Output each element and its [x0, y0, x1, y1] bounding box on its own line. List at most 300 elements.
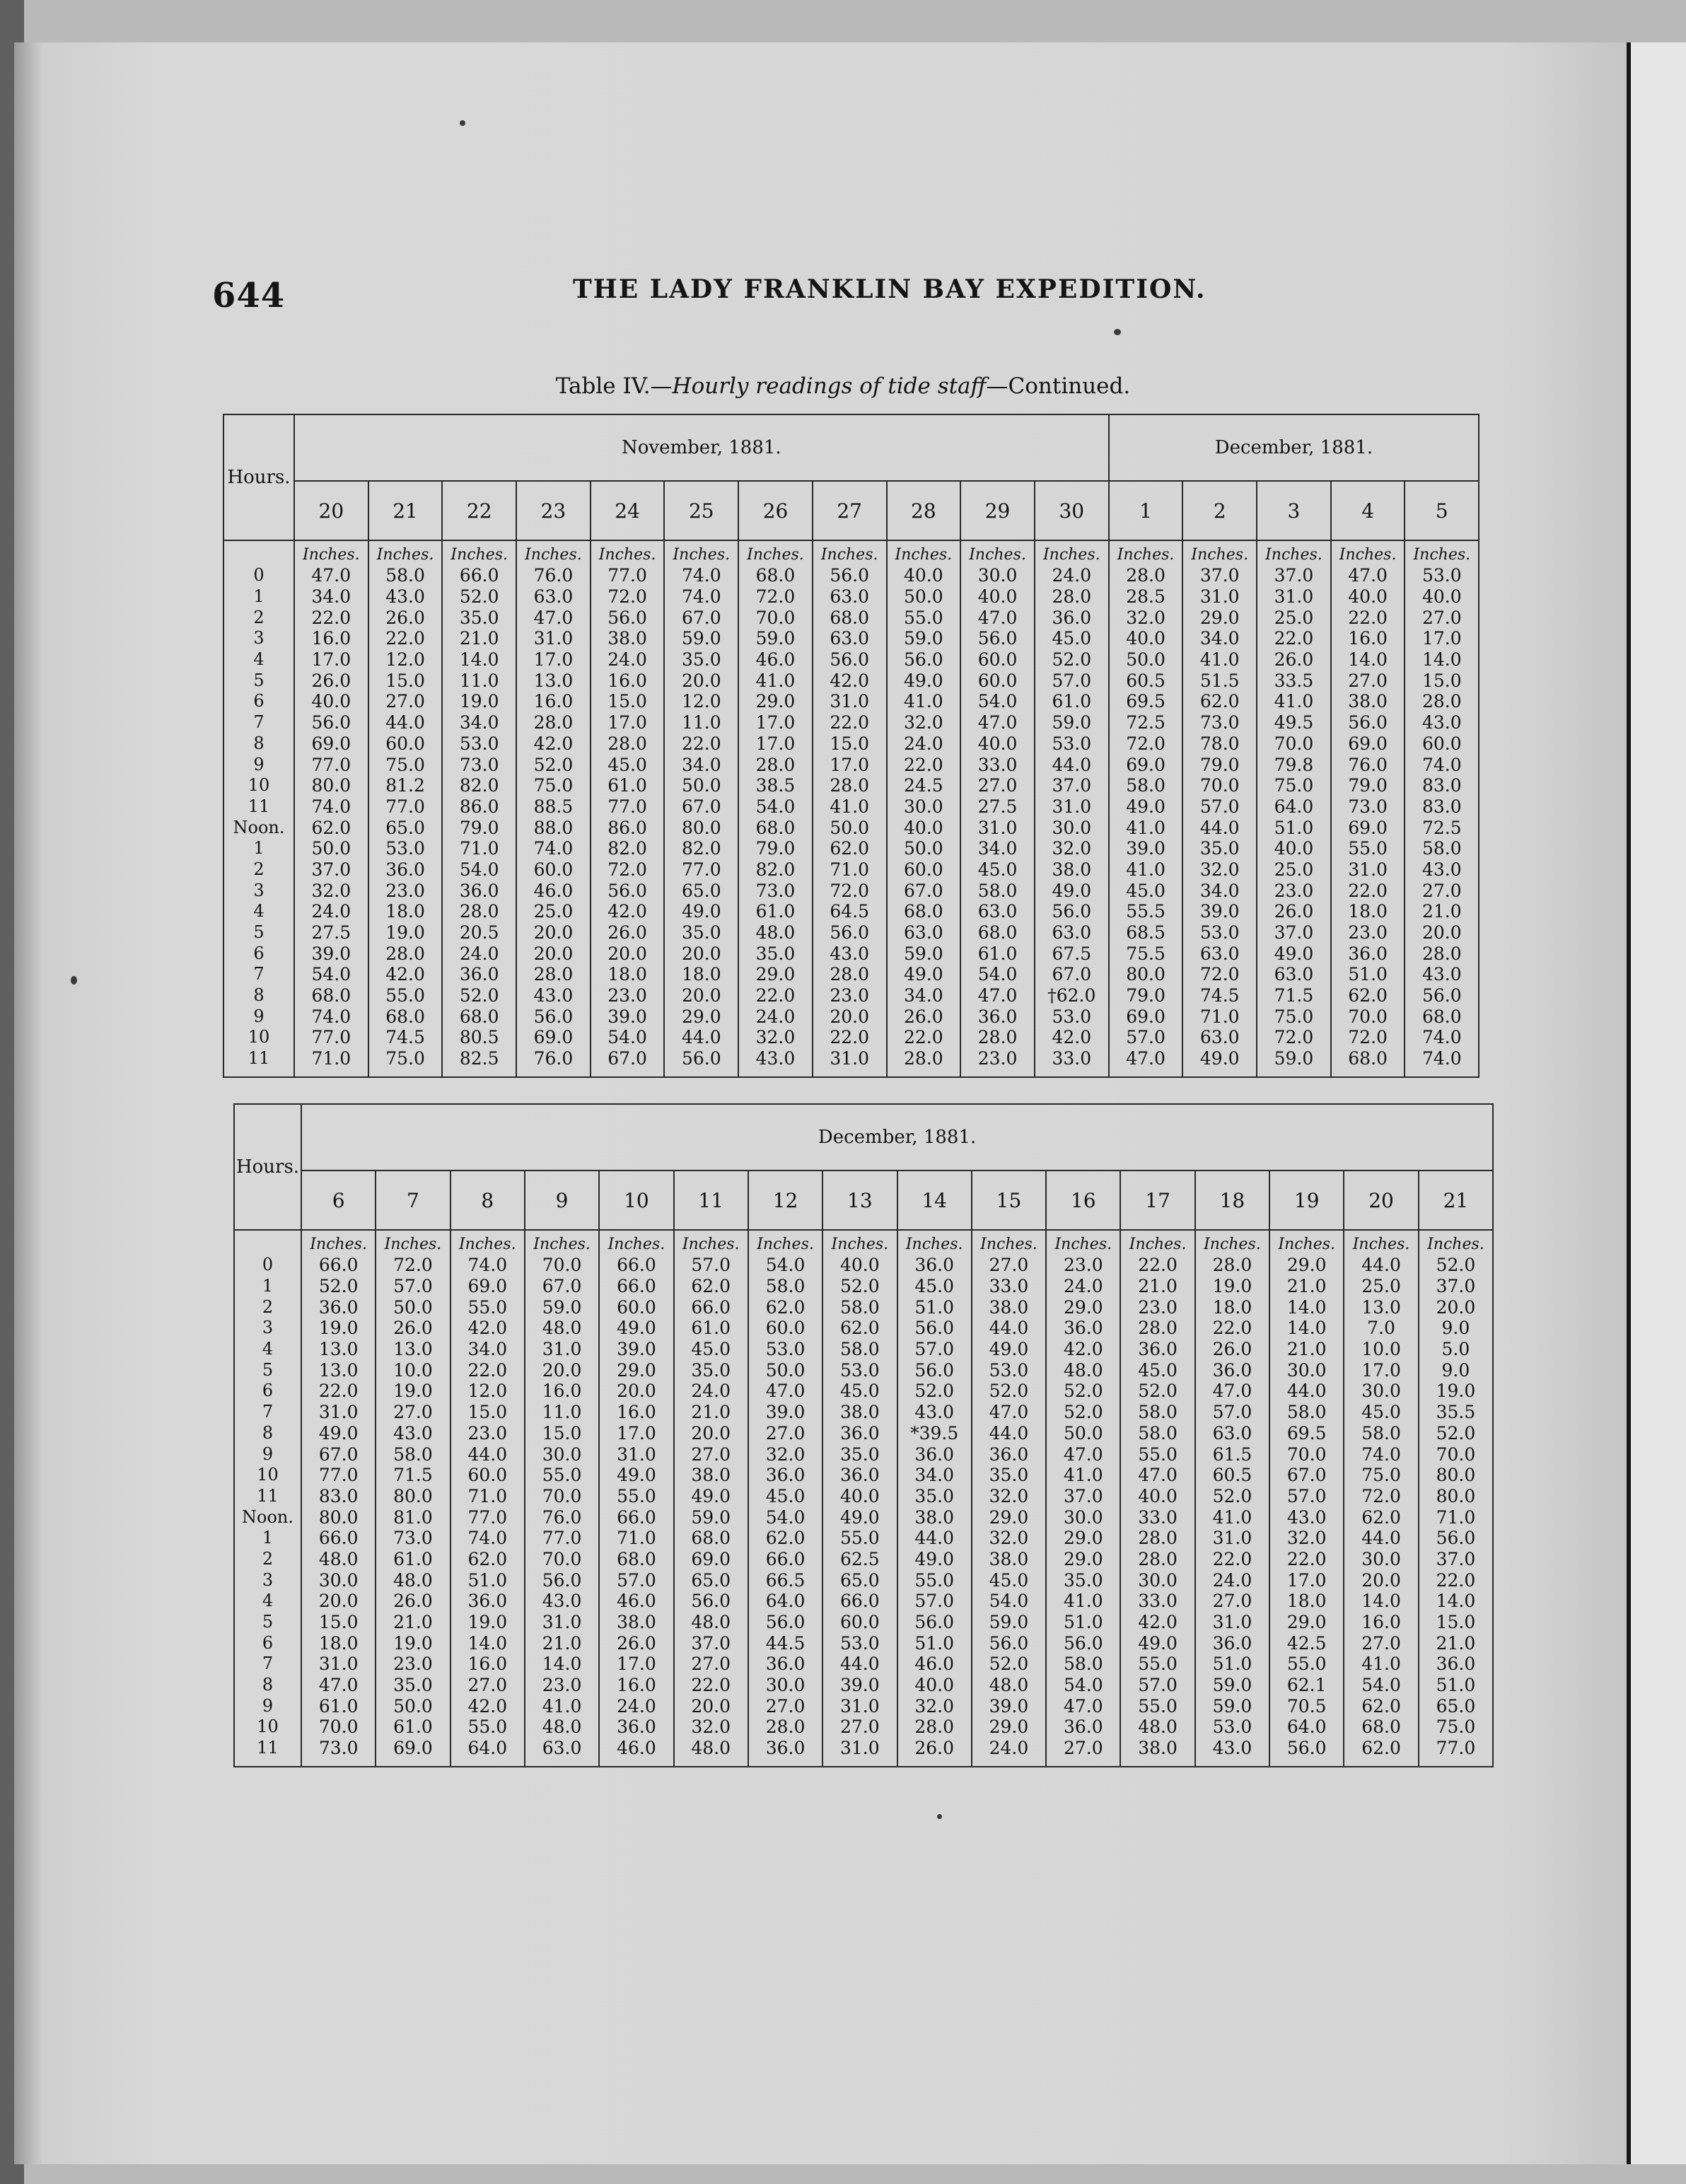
- unit-label: Inches.: [1344, 1230, 1418, 1255]
- reading-cell: 45.0: [674, 1339, 748, 1360]
- reading-cell: 28.0: [516, 712, 591, 733]
- reading-cell: 53.0: [972, 1359, 1046, 1381]
- reading-cell: 11.0: [525, 1402, 599, 1423]
- reading-cell: 54.0: [960, 691, 1035, 712]
- reading-cell: 68.0: [738, 565, 813, 586]
- reading-cell: 30.0: [887, 796, 961, 818]
- reading-cell: 13.0: [1344, 1296, 1418, 1318]
- hours-cell: [223, 540, 294, 565]
- reading-cell: 56.0: [897, 1359, 972, 1381]
- reading-cell: 20.0: [1405, 922, 1479, 943]
- reading-cell: 30.0: [1035, 817, 1109, 838]
- hour-label: 0: [223, 565, 294, 586]
- day-header: 30: [1035, 481, 1109, 540]
- table-row: [223, 754, 1479, 775]
- reading-cell: 53.0: [822, 1632, 897, 1654]
- reading-cell: 43.0: [813, 943, 887, 964]
- reading-cell: 44.0: [897, 1528, 972, 1549]
- reading-cell: 50.0: [1109, 649, 1183, 670]
- reading-cell: 35.0: [1046, 1569, 1120, 1591]
- reading-cell: 19.0: [376, 1632, 450, 1654]
- reading-cell: 39.0: [599, 1339, 673, 1360]
- reading-cell: 58.0: [748, 1276, 822, 1297]
- reading-cell: 58.0: [376, 1444, 450, 1465]
- hour-label: 1: [223, 586, 294, 608]
- reading-cell: 38.0: [1120, 1738, 1194, 1767]
- reading-cell: 58.0: [822, 1296, 897, 1318]
- reading-cell: 56.0: [813, 565, 887, 586]
- reading-cell: 59.0: [1195, 1695, 1269, 1717]
- reading-cell: 10.0: [376, 1359, 450, 1381]
- reading-cell: 52.0: [1046, 1402, 1120, 1423]
- reading-cell: 36.0: [748, 1654, 822, 1675]
- reading-cell: 66.0: [599, 1276, 673, 1297]
- reading-cell: 31.0: [813, 1048, 887, 1077]
- unit-label: Inches.: [1195, 1230, 1269, 1255]
- reading-cell: 60.0: [599, 1296, 673, 1318]
- reading-cell: 29.0: [664, 1006, 738, 1027]
- reading-cell: 56.0: [525, 1569, 599, 1591]
- reading-cell: 56.0: [1046, 1632, 1120, 1654]
- reading-cell: 24.0: [591, 649, 665, 670]
- day-header: 26: [738, 481, 813, 540]
- reading-cell: 72.0: [813, 880, 887, 901]
- unit-row: [234, 1230, 1493, 1255]
- reading-cell: 79.0: [442, 817, 516, 838]
- reading-cell: 48.0: [525, 1318, 599, 1339]
- reading-cell: 47.0: [960, 607, 1035, 628]
- reading-cell: 35.0: [822, 1444, 897, 1465]
- table-row: [234, 1591, 1493, 1612]
- reading-cell: 70.0: [525, 1255, 599, 1276]
- unit-row: [223, 540, 1479, 565]
- table-row: [234, 1612, 1493, 1633]
- reading-cell: 44.0: [972, 1423, 1046, 1444]
- reading-cell: 14.0: [442, 649, 516, 670]
- reading-cell: 14.0: [1269, 1318, 1344, 1339]
- reading-cell: 28.0: [887, 1048, 961, 1077]
- reading-cell: 28.0: [516, 964, 591, 985]
- reading-cell: 74.0: [450, 1255, 525, 1276]
- reading-cell: 24.5: [887, 775, 961, 796]
- hour-label: 6: [234, 1381, 301, 1402]
- reading-cell: 68.0: [1344, 1717, 1418, 1738]
- reading-cell: 68.0: [1331, 1048, 1405, 1077]
- table-row: [223, 880, 1479, 901]
- reading-cell: 56.0: [897, 1318, 972, 1339]
- reading-cell: 24.0: [1195, 1569, 1269, 1591]
- reading-cell: 72.0: [1182, 964, 1257, 985]
- reading-cell: 62.0: [748, 1528, 822, 1549]
- day-header: 25: [664, 481, 738, 540]
- reading-cell: 45.0: [960, 859, 1035, 881]
- reading-cell: 69.0: [1109, 1006, 1183, 1027]
- reading-cell: 35.0: [376, 1675, 450, 1696]
- reading-cell: 17.0: [813, 754, 887, 775]
- hour-label: 11: [223, 796, 294, 818]
- reading-cell: 67.0: [664, 607, 738, 628]
- table-row: [223, 922, 1479, 943]
- reading-cell: 86.0: [591, 817, 665, 838]
- reading-cell: 36.0: [1046, 1717, 1120, 1738]
- reading-cell: 63.0: [887, 922, 961, 943]
- reading-cell: 37.0: [1419, 1276, 1493, 1297]
- reading-cell: 31.0: [1331, 859, 1405, 881]
- table-row: [223, 775, 1479, 796]
- reading-cell: 65.0: [674, 1569, 748, 1591]
- reading-cell: 68.0: [1405, 1006, 1479, 1027]
- reading-cell: 59.0: [887, 943, 961, 964]
- reading-cell: 50.0: [813, 817, 887, 838]
- reading-cell: 36.0: [822, 1423, 897, 1444]
- reading-cell: 32.0: [738, 1027, 813, 1048]
- reading-cell: 57.0: [1109, 1027, 1183, 1048]
- unit-label: Inches.: [1405, 540, 1479, 565]
- reading-cell: 58.0: [822, 1339, 897, 1360]
- reading-cell: 59.0: [525, 1296, 599, 1318]
- reading-cell: 17.0: [591, 712, 665, 733]
- reading-cell: 47.0: [1046, 1695, 1120, 1717]
- reading-cell: 32.0: [887, 712, 961, 733]
- reading-cell: 28.0: [442, 901, 516, 922]
- reading-cell: 72.0: [1344, 1486, 1418, 1507]
- reading-cell: 47.0: [1046, 1444, 1120, 1465]
- reading-cell: 33.0: [1035, 1048, 1109, 1077]
- reading-cell: 26.0: [1257, 901, 1331, 922]
- day-header: 7: [376, 1171, 450, 1230]
- reading-cell: 29.0: [1046, 1549, 1120, 1570]
- reading-cell: 77.0: [294, 754, 368, 775]
- reading-cell: 66.0: [599, 1506, 673, 1528]
- reading-cell: 42.0: [813, 670, 887, 691]
- reading-cell: 73.0: [301, 1738, 376, 1767]
- reading-cell: 27.5: [960, 796, 1035, 818]
- reading-cell: 57.0: [674, 1255, 748, 1276]
- reading-cell: 72.0: [738, 586, 813, 608]
- reading-cell: 71.0: [1419, 1506, 1493, 1528]
- reading-cell: 83.0: [1405, 775, 1479, 796]
- reading-cell: 56.0: [664, 1048, 738, 1077]
- reading-cell: 45.0: [1109, 880, 1183, 901]
- reading-cell: 32.0: [897, 1695, 972, 1717]
- reading-cell: 56.0: [1405, 985, 1479, 1006]
- reading-cell: 21.0: [525, 1632, 599, 1654]
- reading-cell: 17.0: [599, 1654, 673, 1675]
- reading-cell: 36.0: [1331, 943, 1405, 964]
- table-row: [223, 691, 1479, 712]
- reading-cell: 71.0: [813, 859, 887, 881]
- reading-cell: 20.0: [664, 670, 738, 691]
- reading-cell: 55.0: [368, 985, 443, 1006]
- reading-cell: 22.0: [887, 754, 961, 775]
- reading-cell: 27.0: [1405, 607, 1479, 628]
- reading-cell: 23.0: [1046, 1255, 1120, 1276]
- reading-cell: 41.0: [1344, 1654, 1418, 1675]
- reading-cell: 64.0: [1257, 796, 1331, 818]
- day-header: 21: [1419, 1171, 1493, 1230]
- reading-cell: 53.0: [442, 733, 516, 755]
- page-number: 644: [212, 276, 286, 315]
- reading-cell: 40.0: [294, 691, 368, 712]
- day-header: 13: [822, 1171, 897, 1230]
- table-row: [234, 1276, 1493, 1297]
- reading-cell: 60.0: [960, 649, 1035, 670]
- reading-cell: 71.0: [450, 1486, 525, 1507]
- tide-table-november-december: [223, 414, 1479, 1078]
- reading-cell: 49.5: [1257, 712, 1331, 733]
- reading-cell: 58.0: [960, 880, 1035, 901]
- unit-label: Inches.: [887, 540, 961, 565]
- unit-label: Inches.: [1419, 1230, 1493, 1255]
- reading-cell: 28.0: [738, 754, 813, 775]
- reading-cell: 39.0: [822, 1675, 897, 1696]
- reading-cell: 49.0: [887, 670, 961, 691]
- reading-cell: 27.0: [1195, 1591, 1269, 1612]
- reading-cell: 49.0: [972, 1339, 1046, 1360]
- reading-cell: 14.0: [1269, 1296, 1344, 1318]
- reading-cell: 41.0: [1195, 1506, 1269, 1528]
- reading-cell: 20.0: [516, 922, 591, 943]
- reading-cell: 52.0: [301, 1276, 376, 1297]
- reading-cell: 61.0: [376, 1549, 450, 1570]
- reading-cell: 46.0: [516, 880, 591, 901]
- reading-cell: 49.0: [1109, 796, 1183, 818]
- reading-cell: 71.0: [599, 1528, 673, 1549]
- reading-cell: 34.0: [887, 985, 961, 1006]
- reading-cell: 80.0: [301, 1506, 376, 1528]
- unit-label: Inches.: [376, 1230, 450, 1255]
- reading-cell: 23.0: [450, 1423, 525, 1444]
- reading-cell: 37.0: [1035, 775, 1109, 796]
- reading-cell: 29.0: [972, 1717, 1046, 1738]
- reading-cell: 42.0: [450, 1695, 525, 1717]
- reading-cell: 11.0: [664, 712, 738, 733]
- reading-cell: 29.0: [738, 964, 813, 985]
- reading-cell: 36.0: [368, 859, 443, 881]
- reading-cell: 56.0: [294, 712, 368, 733]
- hour-label: Noon.: [223, 817, 294, 838]
- reading-cell: 16.0: [294, 628, 368, 649]
- reading-cell: 45.0: [1344, 1402, 1418, 1423]
- reading-cell: 23.0: [591, 985, 665, 1006]
- reading-cell: 14.0: [1331, 649, 1405, 670]
- reading-cell: 26.0: [599, 1632, 673, 1654]
- reading-cell: 47.0: [972, 1402, 1046, 1423]
- reading-cell: 80.0: [1419, 1465, 1493, 1486]
- reading-cell: 21.0: [376, 1612, 450, 1633]
- reading-cell: *39.5: [897, 1423, 972, 1444]
- reading-cell: 46.0: [599, 1738, 673, 1767]
- reading-cell: 38.5: [738, 775, 813, 796]
- reading-cell: 31.0: [1257, 586, 1331, 608]
- reading-cell: 52.0: [822, 1276, 897, 1297]
- reading-cell: 49.0: [1257, 943, 1331, 964]
- reading-cell: 86.0: [442, 796, 516, 818]
- reading-cell: 72.0: [1257, 1027, 1331, 1048]
- reading-cell: 43.0: [1405, 712, 1479, 733]
- reading-cell: 15.0: [525, 1423, 599, 1444]
- reading-cell: 55.0: [897, 1569, 972, 1591]
- reading-cell: 22.0: [1195, 1549, 1269, 1570]
- reading-cell: 40.0: [1109, 628, 1183, 649]
- reading-cell: 60.0: [822, 1612, 897, 1633]
- day-header: 21: [368, 481, 443, 540]
- reading-cell: 35.0: [1182, 838, 1257, 859]
- reading-cell: 40.0: [897, 1675, 972, 1696]
- reading-cell: 31.0: [1195, 1612, 1269, 1633]
- reading-cell: 54.0: [442, 859, 516, 881]
- reading-cell: 31.0: [1035, 796, 1109, 818]
- reading-cell: 30.0: [1344, 1549, 1418, 1570]
- reading-cell: 78.0: [1182, 733, 1257, 755]
- reading-cell: 45.0: [822, 1381, 897, 1402]
- reading-cell: 52.0: [1419, 1423, 1493, 1444]
- reading-cell: 48.0: [674, 1612, 748, 1633]
- reading-cell: 43.0: [376, 1423, 450, 1444]
- reading-cell: 70.0: [525, 1549, 599, 1570]
- reading-cell: 20.0: [301, 1591, 376, 1612]
- reading-cell: 62.0: [1331, 985, 1405, 1006]
- reading-cell: 57.0: [1195, 1402, 1269, 1423]
- reading-cell: 42.0: [450, 1318, 525, 1339]
- unit-label: Inches.: [1331, 540, 1405, 565]
- day-header: 19: [1269, 1171, 1344, 1230]
- reading-cell: 68.0: [368, 1006, 443, 1027]
- reading-cell: 80.0: [376, 1486, 450, 1507]
- reading-cell: 57.0: [1120, 1675, 1194, 1696]
- hour-label: 4: [234, 1591, 301, 1612]
- reading-cell: 30.0: [960, 565, 1035, 586]
- hour-label: 5: [234, 1359, 301, 1381]
- reading-cell: 35.0: [897, 1486, 972, 1507]
- reading-cell: 36.0: [822, 1465, 897, 1486]
- reading-cell: 48.0: [525, 1717, 599, 1738]
- unit-label: Inches.: [1120, 1230, 1194, 1255]
- reading-cell: 30.0: [1269, 1359, 1344, 1381]
- reading-cell: 36.0: [1195, 1632, 1269, 1654]
- reading-cell: 47.0: [301, 1675, 376, 1696]
- table-row: [223, 607, 1479, 628]
- reading-cell: 64.0: [748, 1591, 822, 1612]
- reading-cell: 18.0: [1269, 1591, 1344, 1612]
- reading-cell: 22.0: [1257, 628, 1331, 649]
- unit-label: Inches.: [591, 540, 665, 565]
- reading-cell: 73.0: [1182, 712, 1257, 733]
- reading-cell: 61.0: [376, 1717, 450, 1738]
- reading-cell: 45.0: [748, 1486, 822, 1507]
- reading-cell: 70.0: [525, 1486, 599, 1507]
- reading-cell: 19.0: [368, 922, 443, 943]
- reading-cell: 58.0: [1269, 1402, 1344, 1423]
- reading-cell: 16.0: [599, 1675, 673, 1696]
- reading-cell: 68.0: [599, 1549, 673, 1570]
- reading-cell: 52.0: [1120, 1381, 1194, 1402]
- reading-cell: 49.0: [1120, 1632, 1194, 1654]
- ink-spot: [937, 1814, 942, 1819]
- reading-cell: 34.0: [960, 838, 1035, 859]
- table-row: [223, 670, 1479, 691]
- reading-cell: 53.0: [1035, 733, 1109, 755]
- unit-label: Inches.: [1109, 540, 1183, 565]
- reading-cell: 80.5: [442, 1027, 516, 1048]
- reading-cell: 77.0: [525, 1528, 599, 1549]
- reading-cell: 56.0: [1419, 1528, 1493, 1549]
- reading-cell: 29.0: [599, 1359, 673, 1381]
- reading-cell: 21.0: [1269, 1339, 1344, 1360]
- reading-cell: 16.0: [599, 1402, 673, 1423]
- reading-cell: 55.0: [1120, 1444, 1194, 1465]
- hour-label: 7: [223, 964, 294, 985]
- reading-cell: 80.0: [1109, 964, 1183, 985]
- reading-cell: 64.0: [450, 1738, 525, 1767]
- reading-cell: 62.5: [822, 1549, 897, 1570]
- reading-cell: 50.0: [376, 1296, 450, 1318]
- reading-cell: 40.0: [887, 817, 961, 838]
- reading-cell: 39.0: [1182, 901, 1257, 922]
- reading-cell: 44.0: [1344, 1255, 1418, 1276]
- reading-cell: 42.0: [1035, 1027, 1109, 1048]
- reading-cell: 42.0: [516, 733, 591, 755]
- day-header: 5: [1405, 481, 1479, 540]
- reading-cell: 18.0: [301, 1632, 376, 1654]
- reading-cell: 27.0: [450, 1675, 525, 1696]
- reading-cell: 40.0: [1405, 586, 1479, 608]
- reading-cell: 28.0: [813, 775, 887, 796]
- reading-cell: 20.0: [525, 1359, 599, 1381]
- reading-cell: 35.0: [738, 943, 813, 964]
- reading-cell: 36.0: [972, 1444, 1046, 1465]
- reading-cell: 39.0: [748, 1402, 822, 1423]
- reading-cell: 25.0: [1257, 607, 1331, 628]
- reading-cell: 35.0: [664, 922, 738, 943]
- unit-label: Inches.: [1035, 540, 1109, 565]
- reading-cell: 36.0: [748, 1465, 822, 1486]
- reading-cell: 38.0: [1331, 691, 1405, 712]
- reading-cell: 49.0: [887, 964, 961, 985]
- reading-cell: 71.5: [376, 1465, 450, 1486]
- reading-cell: 72.5: [1109, 712, 1183, 733]
- reading-cell: 69.0: [1331, 733, 1405, 755]
- reading-cell: 14.0: [1419, 1591, 1493, 1612]
- reading-cell: 67.0: [525, 1276, 599, 1297]
- reading-cell: 16.0: [516, 691, 591, 712]
- table-row: [223, 943, 1479, 964]
- reading-cell: 19.0: [1195, 1276, 1269, 1297]
- reading-cell: 55.0: [450, 1296, 525, 1318]
- reading-cell: 56.0: [674, 1591, 748, 1612]
- reading-cell: 19.0: [1419, 1381, 1493, 1402]
- reading-cell: 44.0: [1269, 1381, 1344, 1402]
- reading-cell: 39.0: [1109, 838, 1183, 859]
- reading-cell: 26.0: [1195, 1339, 1269, 1360]
- reading-cell: 48.0: [301, 1549, 376, 1570]
- hour-label: 2: [234, 1549, 301, 1570]
- reading-cell: 27.0: [674, 1654, 748, 1675]
- table-row: [234, 1339, 1493, 1360]
- day-header: 14: [897, 1171, 972, 1230]
- reading-cell: 20.0: [516, 943, 591, 964]
- unit-label: Inches.: [442, 540, 516, 565]
- reading-cell: 79.0: [738, 838, 813, 859]
- reading-cell: 43.0: [1269, 1506, 1344, 1528]
- reading-cell: 77.0: [301, 1465, 376, 1486]
- reading-cell: 32.0: [294, 880, 368, 901]
- reading-cell: 44.0: [664, 1027, 738, 1048]
- hour-label: 1: [234, 1276, 301, 1297]
- reading-cell: 28.0: [897, 1717, 972, 1738]
- reading-cell: 13.0: [376, 1339, 450, 1360]
- reading-cell: 31.0: [822, 1738, 897, 1767]
